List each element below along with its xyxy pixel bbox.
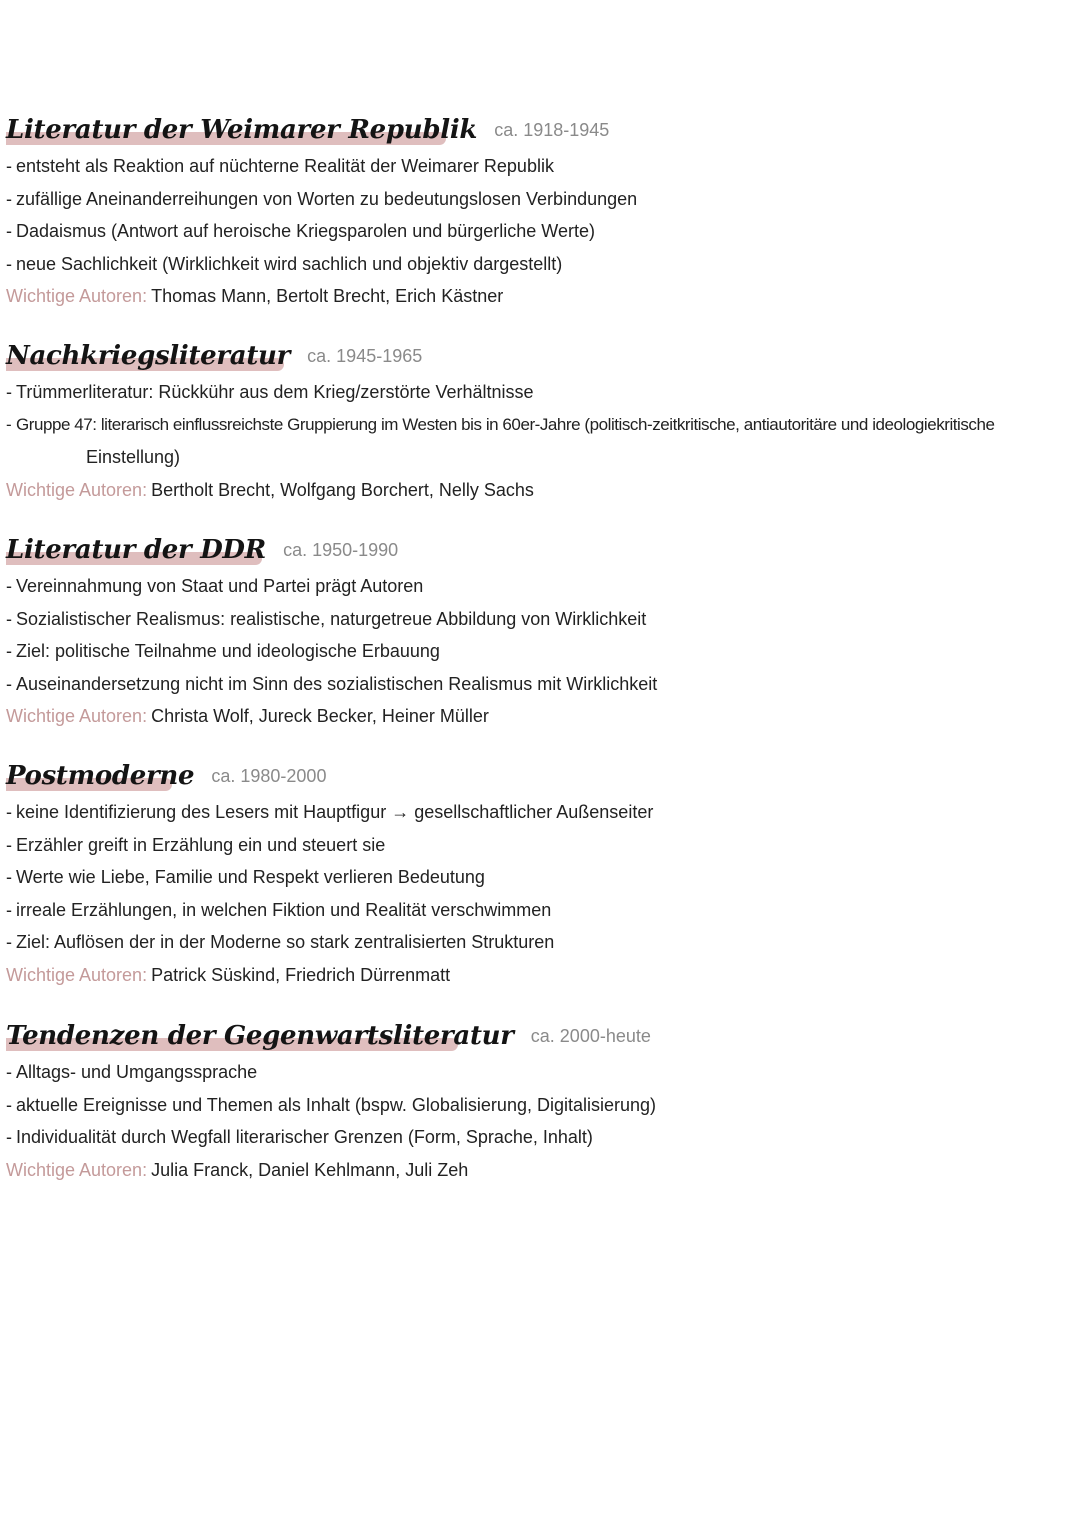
section-literatur-der-ddr	[6, 532, 1060, 733]
list-item: - Ziel: Auflösen der in der Moderne so stark zentralisierten Strukturen	[6, 932, 555, 952]
authors-names: Thomas Mann, Bertolt Brecht, Erich Kästner	[151, 286, 504, 306]
section-title: Literatur der Weimarer Republik	[6, 115, 478, 145]
list-item: - entsteht als Reaktion auf nüchterne Realität der Weimarer Republik	[6, 156, 554, 176]
list-item: - Individualität durch Wegfall literarischer Grenzen (Form, Sprache, Inhalt)	[6, 1127, 593, 1147]
list-item: - Werte wie Liebe, Familie und Respekt verlieren Bedeutung	[6, 867, 485, 887]
list-item: - Erzähler greift in Erzählung ein und steuert sie	[6, 834, 386, 855]
bullet-list	[6, 1056, 1060, 1154]
list-item: - Sozialistischer Realismus: realistische, naturgetreue Abbildung von Wirklichkeit	[6, 608, 647, 629]
section-heading	[6, 1018, 1060, 1056]
authors-line	[6, 959, 1060, 992]
authors-line	[6, 700, 1060, 733]
authors-label: Wichtige Autoren:	[6, 1159, 148, 1180]
section-date: ca. 1980-2000	[211, 766, 327, 786]
bullet-list	[6, 376, 1060, 474]
authors-line	[6, 280, 1060, 313]
section-title: Tendenzen der Gegenwartsliteratur	[6, 1021, 514, 1051]
authors-names: Patrick Süskind, Friedrich Dürrenmatt	[151, 964, 451, 985]
section-heading	[6, 338, 1060, 376]
authors-line	[6, 1154, 1060, 1187]
section-weimarer-republik	[6, 112, 1060, 313]
list-item: Einstellung)	[86, 447, 181, 467]
list-item: - Alltags- und Umgangssprache	[6, 1062, 258, 1082]
bullet-list	[6, 150, 1060, 280]
section-date: ca. 1950-1990	[283, 540, 399, 560]
list-item: - keine Identifizierung des Lesers mit Hauptfigur → gesellschaftlicher Außenseiter	[6, 802, 654, 822]
bullet-list	[6, 570, 1060, 700]
authors-names: Julia Franck, Daniel Kehlmann, Juli Zeh	[151, 1159, 469, 1180]
section-date: ca. 2000-heute	[530, 1026, 651, 1046]
section-heading	[6, 532, 1060, 570]
authors-names: Bertholt Brecht, Wolfgang Borchert, Nelly Sachs	[151, 479, 534, 500]
list-item: - Ziel: politische Teilnahme und ideologische Erbauung	[6, 641, 440, 661]
list-item: - Vereinnahmung von Staat und Partei prägt Autoren	[6, 576, 424, 596]
bullet-list	[6, 796, 1060, 959]
section-gegenwartsliteratur	[6, 1018, 1060, 1186]
authors-label: Wichtige Autoren:	[6, 286, 148, 306]
list-item: - neue Sachlichkeit (Wirklichkeit wird sachlich und objektiv dargestellt)	[6, 253, 563, 274]
section-heading	[6, 758, 1060, 796]
list-item: - zufällige Aneinanderreihungen von Worten zu bedeutungslosen Verbindungen	[6, 188, 638, 209]
authors-label: Wichtige Autoren:	[6, 964, 148, 985]
list-item: - Auseinandersetzung nicht im Sinn des sozialistischen Realismus mit Wirklichkeit	[6, 673, 658, 694]
list-item: - Gruppe 47: literarisch einflussreichste Gruppierung im Westen bis in 60er-Jahre (politisch-zeitkritische, antiautoritäre und ideologiekritische	[6, 414, 995, 434]
section-date: ca. 1945-1965	[307, 346, 423, 366]
section-heading	[6, 112, 1060, 150]
section-title: Postmoderne	[6, 761, 195, 791]
section-nachkriegsliteratur	[6, 338, 1060, 506]
authors-label: Wichtige Autoren:	[6, 479, 148, 500]
section-date: ca. 1918-1945	[494, 120, 610, 140]
list-item: - aktuelle Ereignisse und Themen als Inhalt (bspw. Globalisierung, Digitalisierung)	[6, 1094, 657, 1115]
section-postmoderne	[6, 758, 1060, 991]
list-item: - Dadaismus (Antwort auf heroische Kriegsparolen und bürgerliche Werte)	[6, 221, 595, 241]
authors-label: Wichtige Autoren:	[6, 706, 148, 726]
section-title: Nachkriegsliteratur	[6, 341, 291, 371]
section-title: Literatur der DDR	[6, 535, 266, 565]
list-item: - Trümmerliteratur: Rückkühr aus dem Krieg/zerstörte Verhältnisse	[6, 382, 534, 402]
authors-names: Christa Wolf, Jureck Becker, Heiner Müller	[151, 706, 489, 726]
list-item: - irreale Erzählungen, in welchen Fiktion und Realität verschwimmen	[6, 899, 552, 920]
authors-line	[6, 474, 1060, 507]
